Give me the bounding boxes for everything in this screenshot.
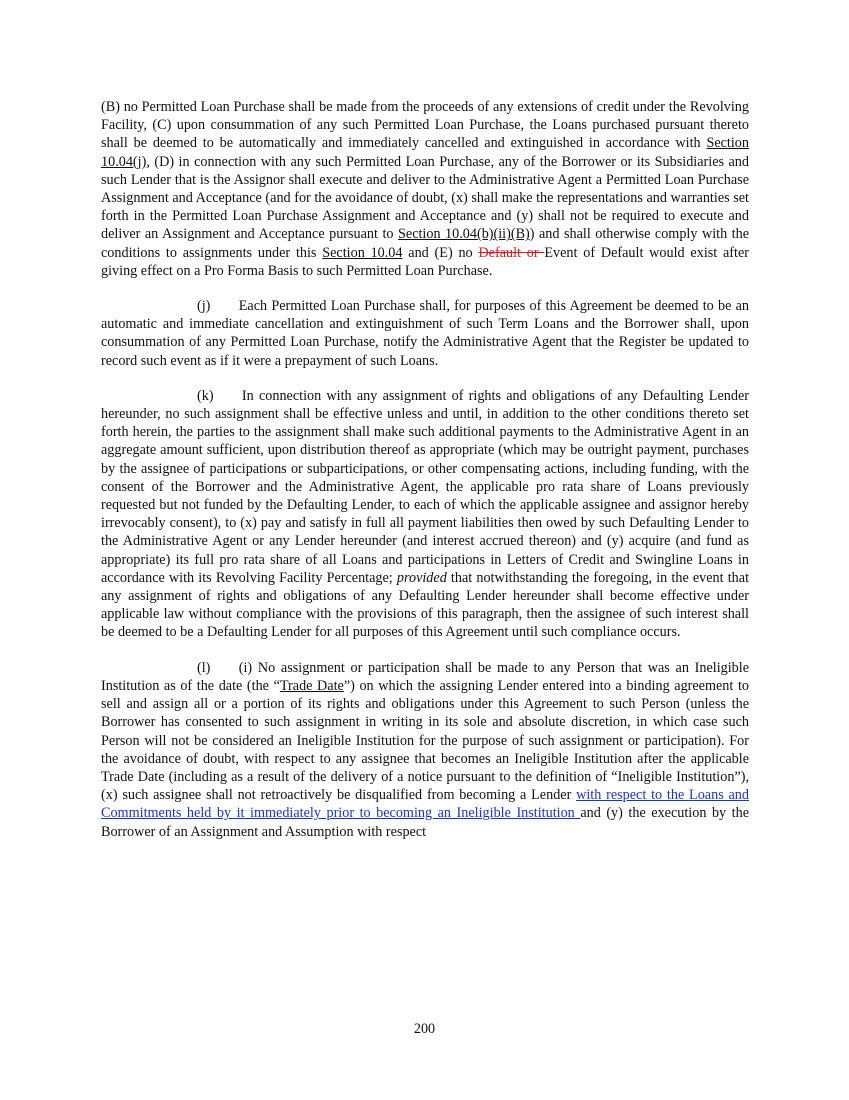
section-reference: Section 10.04(b)(ii)(B) bbox=[398, 226, 530, 243]
document-body bbox=[101, 98, 749, 858]
paragraph-k bbox=[101, 387, 749, 642]
deleted-text: Default or bbox=[478, 244, 545, 261]
section-reference: Section 10.04 bbox=[322, 244, 403, 261]
text-run: , (D) in connection with any such Permitted Loan Purchase, any of the Borrower or its Subsidiaries and such Lender that is the Assignor shall execute and deliver to the Administrative Agent a Permitted Loan Purchase Assignment and Acceptance (and for the avoidance of doubt, (x) shall make the representations and warranties set forth in the Permitted Loan Purchase Assignment and Acceptance and (y) shall not be required to execute and deliver an Assignment and Acceptance pursuant to bbox=[101, 153, 749, 243]
paragraph-j: (j) Each Permitted Loan Purchase shall, for purposes of this Agreement be deemed to be an automatic and immediate cancellation and extinguishment of such Term Loans and the Borrower shall, upon consummation of any Permitted Loan Purchase, notify the Administrative Agent that the Register be updated to record such event as if it were a prepayment of such Loans. bbox=[101, 298, 749, 369]
section-reference: Section 10.04(j) bbox=[101, 135, 749, 170]
paragraph-l bbox=[101, 659, 749, 841]
page-number: 200 bbox=[413, 1021, 436, 1037]
text-run: (l) (i) No assignment or participation shall be made to any Person that was an Ineligible Institution as of the date (the “ bbox=[101, 659, 749, 694]
text-run: (k) In connection with any assignment of rights and obligations of any Defaulting Lender hereunder, no such assignment shall be effective unless and until, in addition to the other conditions thereto set forth herein, the parties to the assignment shall make such additional payments to the Administrative Agent in an aggregate amount sufficient, upon distribution thereof as appropriate (which may be outright payment, purchases by the assignee of participations or subparticipations, or other compensating actions, including funding, with the consent of the Borrower and the Administrative Agent, the applicable pro rata share of Loans previously requested but not funded by the Defaulting Lender, to each of which the applicable assignee and assignor hereby irrevocably consent), to (x) pay and satisfy in full all payment liabilities then owed by such Defaulting Lender to the Administrative Agent or any Lender hereunder (and interest accrued thereon) and (y) acquire (and fund as appropriate) its full pro rata share of all Loans and participations in Letters of Credit and Swingline Loans in accordance with its Revolving Facility Percentage; bbox=[101, 387, 749, 586]
text-run: ”) on which the assigning Lender entered into a binding agreement to sell and assign all or a portion of its rights and obligations under this Agreement to such Person (unless the Borrower has consented to such assignment in writing in its sole and absolute discretion, in which case such Person will not be considered an Ineligible Institution for the purpose of such assignment or participation). For the avoidance of doubt, with respect to any assignee that becomes an Ineligible Institution after the applicable Trade Date (including as a result of the delivery of a notice pursuant to the definition of “Ineligible Institution”), (x) such assignee shall not retroactively be disqualified from becoming a Lender bbox=[101, 677, 749, 804]
text-run: that notwithstanding the foregoing, in the event that any assignment of rights and obligations of any Defaulting Lender hereunder shall become effective under applicable law without compliance with the provisions of this paragraph, then the assignee of such interest shall be deemed to be a Defaulting Lender for all purposes of this Agreement until such compliance occurs. bbox=[101, 569, 750, 641]
text-run: ) and shall otherwise comply with the conditions to assignments under this bbox=[101, 226, 749, 261]
text-run: (B) no Permitted Loan Purchase shall be made from the proceeds of any extensions of credit under the Revolving Facility, (C) upon consummation of any such Permitted Loan Purchase, the Loans purchased pursuant thereto shall be deemed to be automatically and immediately cancelled and extinguished in accordance with bbox=[101, 99, 749, 152]
text-run: and (E) no bbox=[402, 244, 479, 261]
defined-term: Trade Date bbox=[279, 677, 344, 694]
italic-term: provided bbox=[396, 569, 447, 586]
paragraph-b-continued bbox=[101, 98, 749, 280]
text-run: and (y) the execution by the Borrower of an Assignment and Assumption with respect bbox=[101, 805, 749, 840]
inserted-text: with respect to the Loans and Commitments held by it immediately prior to becoming an Ineligible Institution bbox=[101, 787, 749, 822]
text-run: Event of Default would exist after giving effect on a Pro Forma Basis to such Permitted Loan Purchase. bbox=[101, 244, 749, 279]
